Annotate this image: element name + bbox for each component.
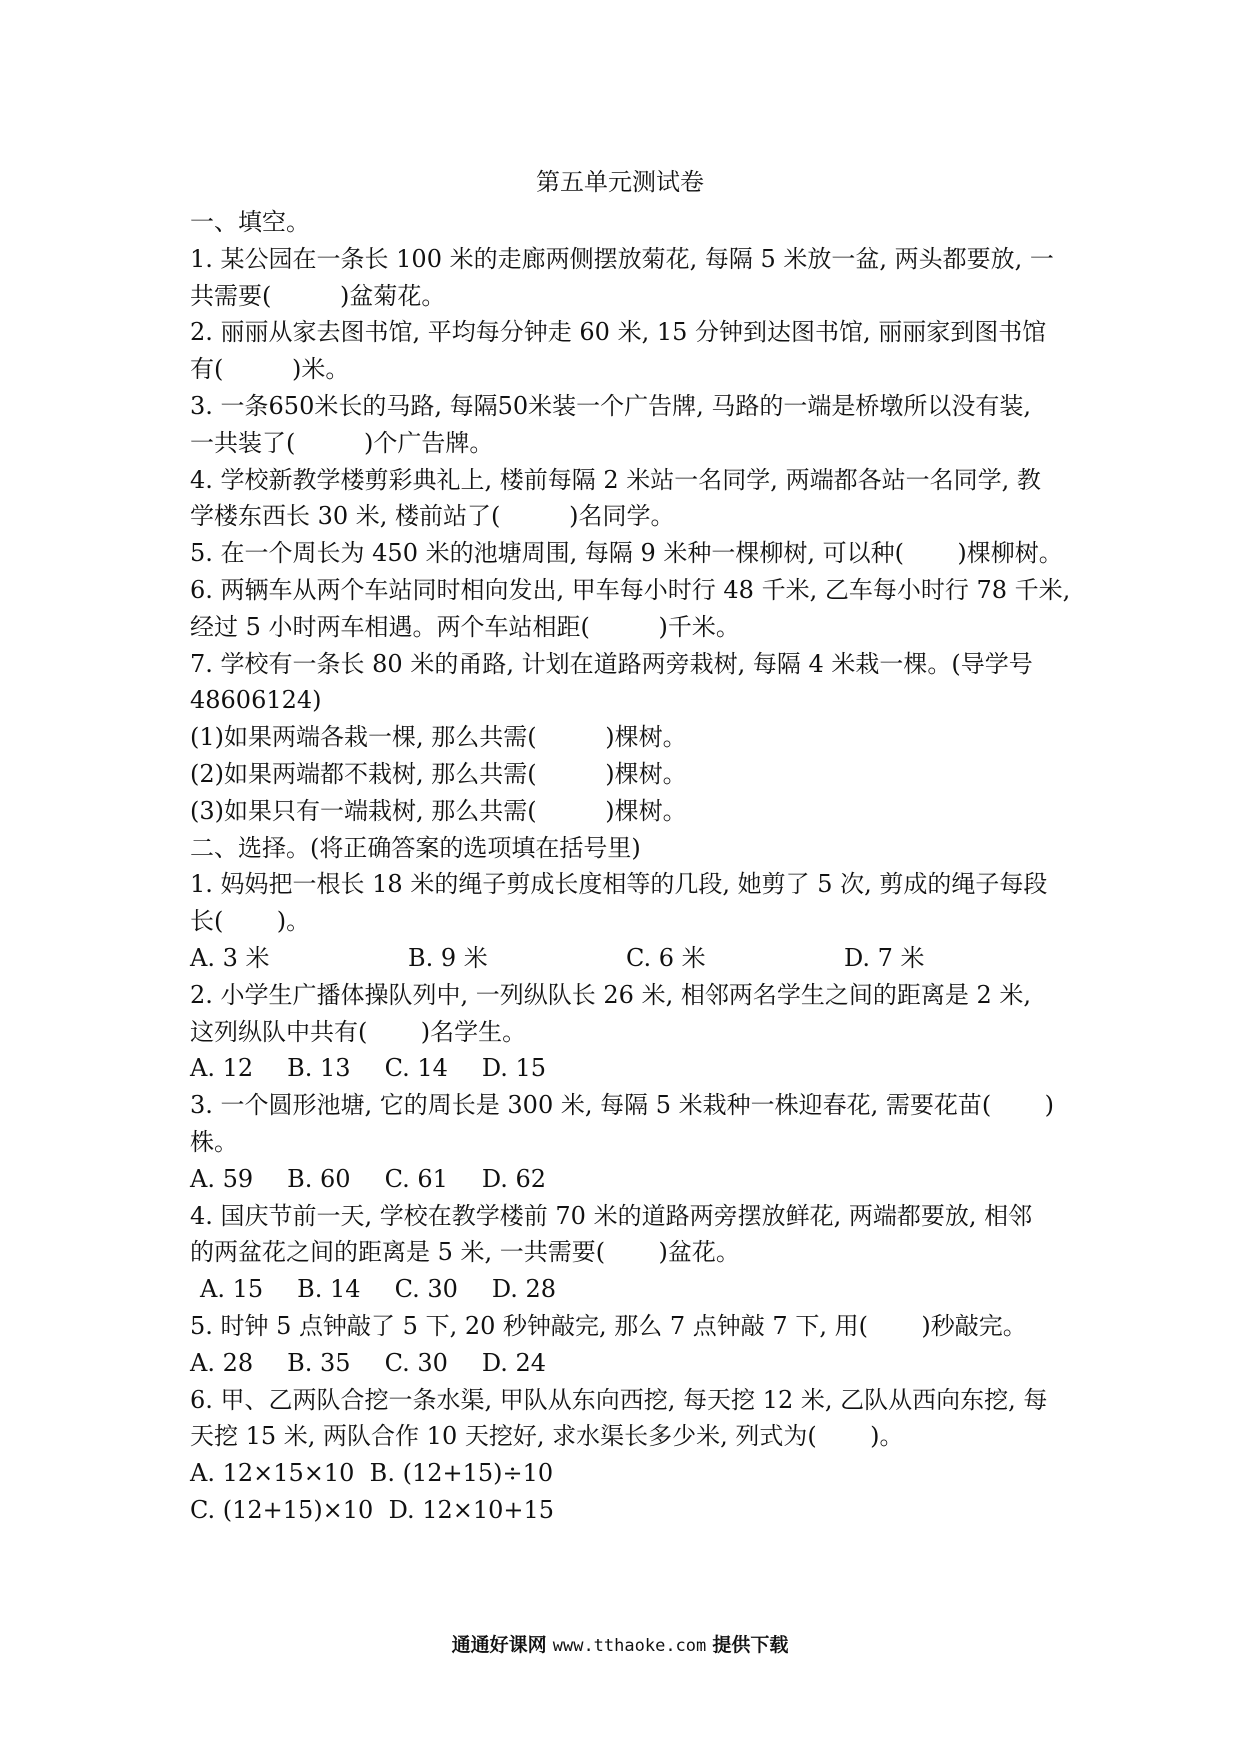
s2-q6-options-ab: A. 12×15×10 B. (12+15)÷10 xyxy=(190,1459,554,1488)
s1-q6-line2: 经过 5 小时两车相遇。两个车站相距( )千米。 xyxy=(190,612,740,641)
s2-q1-line1: 1. 妈妈把一根长 18 米的绳子剪成长度相等的几段, 她剪了 5 次, 剪成的绳子每段 xyxy=(190,870,1048,899)
s2-q2-options xyxy=(190,1050,1070,1087)
s2-q4-options xyxy=(190,1271,1070,1308)
s2-q5-options xyxy=(190,1345,1070,1382)
s1-q2-line1: 2. 丽丽从家去图书馆, 平均每分钟走 60 米, 15 分钟到达图书馆, 丽丽家到图书馆 xyxy=(190,318,1047,347)
s2-q1-line2: 长( )。 xyxy=(190,907,311,936)
footer-url: www.tthaoke.com xyxy=(552,1636,707,1656)
s2-q4-line2: 的两盆花之间的距离是 5 米, 一共需要( )盆花。 xyxy=(190,1238,740,1267)
option-b: B. 13 xyxy=(287,1054,351,1083)
s1-q2-line2: 有( )米。 xyxy=(190,355,350,384)
s2-q1-options xyxy=(190,940,1070,977)
option-c: C. 30 xyxy=(384,1348,448,1377)
page-footer xyxy=(0,1630,1240,1661)
s1-q7-sub1: (1)如果两端各栽一棵, 那么共需( )棵树。 xyxy=(190,723,687,752)
s1-q3-line1: 3. 一条650米长的马路, 每隔50米装一个广告牌, 马路的一端是桥墩所以没有装, xyxy=(190,391,1032,420)
s2-q3-line1: 3. 一个圆形池塘, 它的周长是 300 米, 每隔 5 米栽种一株迎春花, 需要花苗( ) xyxy=(190,1091,1055,1120)
s1-q5-line1: 5. 在一个周长为 450 米的池塘周围, 每隔 9 米种一棵柳树, 可以种( )棵柳树。 xyxy=(190,539,1063,568)
option-b: B. 9 米 xyxy=(408,943,488,972)
footer-suffix: 提供下载 xyxy=(712,1634,789,1656)
option-a: A. 12 xyxy=(190,1054,254,1083)
s2-q6-options-cd: C. (12+15)×10 D. 12×10+15 xyxy=(190,1495,555,1524)
s2-q3-line2: 株。 xyxy=(190,1127,238,1156)
s1-q1-line1: 1. 某公园在一条长 100 米的走廊两侧摆放菊花, 每隔 5 米放一盆, 两头都要放, 一 xyxy=(190,244,1054,273)
s2-q6-line1: 6. 甲、乙两队合挖一条水渠, 甲队从东向西挖, 每天挖 12 米, 乙队从西向东挖, 每 xyxy=(190,1385,1048,1414)
option-a: A. 15 xyxy=(200,1275,264,1304)
s1-q7-line1: 7. 学校有一条长 80 米的甬路, 计划在道路两旁栽树, 每隔 4 米栽一棵。(导学号 xyxy=(190,649,1033,678)
option-c: C. 61 xyxy=(384,1164,448,1193)
s2-q5-line1: 5. 时钟 5 点钟敲了 5 下, 20 秒钟敲完, 那么 7 点钟敲 7 下, 用( )秒敲完。 xyxy=(190,1311,1027,1340)
exam-content xyxy=(190,204,1070,1529)
option-a: A. 28 xyxy=(190,1348,254,1377)
option-b: B. 35 xyxy=(287,1348,351,1377)
s1-q1-line2: 共需要( )盆菊花。 xyxy=(190,281,446,310)
option-a: A. 3 米 xyxy=(190,943,270,972)
option-d: D. 24 xyxy=(481,1348,547,1377)
option-d: D. 28 xyxy=(491,1275,557,1304)
s2-q2-line2: 这列纵队中共有( )名学生。 xyxy=(190,1017,527,1046)
s1-q3-line2: 一共装了( )个广告牌。 xyxy=(190,428,494,457)
page-title: 第五单元测试卷 xyxy=(536,168,704,196)
s2-q2-line1: 2. 小学生广播体操队列中, 一列纵队长 26 米, 相邻两名学生之间的距离是 2 米, xyxy=(190,980,1031,1009)
section2-heading: 二、选择。(将正确答案的选项填在括号里) xyxy=(190,833,641,862)
s2-q3-options xyxy=(190,1161,1070,1198)
s1-q7-line2: 48606124) xyxy=(190,686,322,715)
s1-q7-sub2: (2)如果两端都不栽树, 那么共需( )棵树。 xyxy=(190,759,687,788)
option-d: D. 15 xyxy=(481,1054,547,1083)
section1-heading: 一、填空。 xyxy=(190,208,310,236)
option-d: D. 7 米 xyxy=(844,943,925,972)
option-b: B. 14 xyxy=(297,1275,361,1304)
option-c: C. 14 xyxy=(384,1054,448,1083)
option-b: B. 60 xyxy=(287,1164,351,1193)
option-c: C. 30 xyxy=(394,1275,458,1304)
s1-q4-line2: 学楼东西长 30 米, 楼前站了( )名同学。 xyxy=(190,502,675,531)
option-c: C. 6 米 xyxy=(626,943,706,972)
option-a: A. 59 xyxy=(190,1164,254,1193)
option-d: D. 62 xyxy=(481,1164,547,1193)
s2-q4-line1: 4. 国庆节前一天, 学校在教学楼前 70 米的道路两旁摆放鲜花, 两端都要放, 相邻 xyxy=(190,1201,1033,1230)
s1-q7-sub3: (3)如果只有一端栽树, 那么共需( )棵树。 xyxy=(190,796,687,825)
s1-q4-line1: 4. 学校新教学楼剪彩典礼上, 楼前每隔 2 米站一名同学, 两端都各站一名同学, 教 xyxy=(190,465,1041,494)
footer-brand: 通通好课网 xyxy=(451,1634,547,1656)
s1-q6-line1: 6. 两辆车从两个车站同时相向发出, 甲车每小时行 48 千米, 乙车每小时行 78 千米, xyxy=(190,575,1071,604)
s2-q6-line2: 天挖 15 米, 两队合作 10 天挖好, 求水渠长多少米, 列式为( )。 xyxy=(190,1422,904,1451)
